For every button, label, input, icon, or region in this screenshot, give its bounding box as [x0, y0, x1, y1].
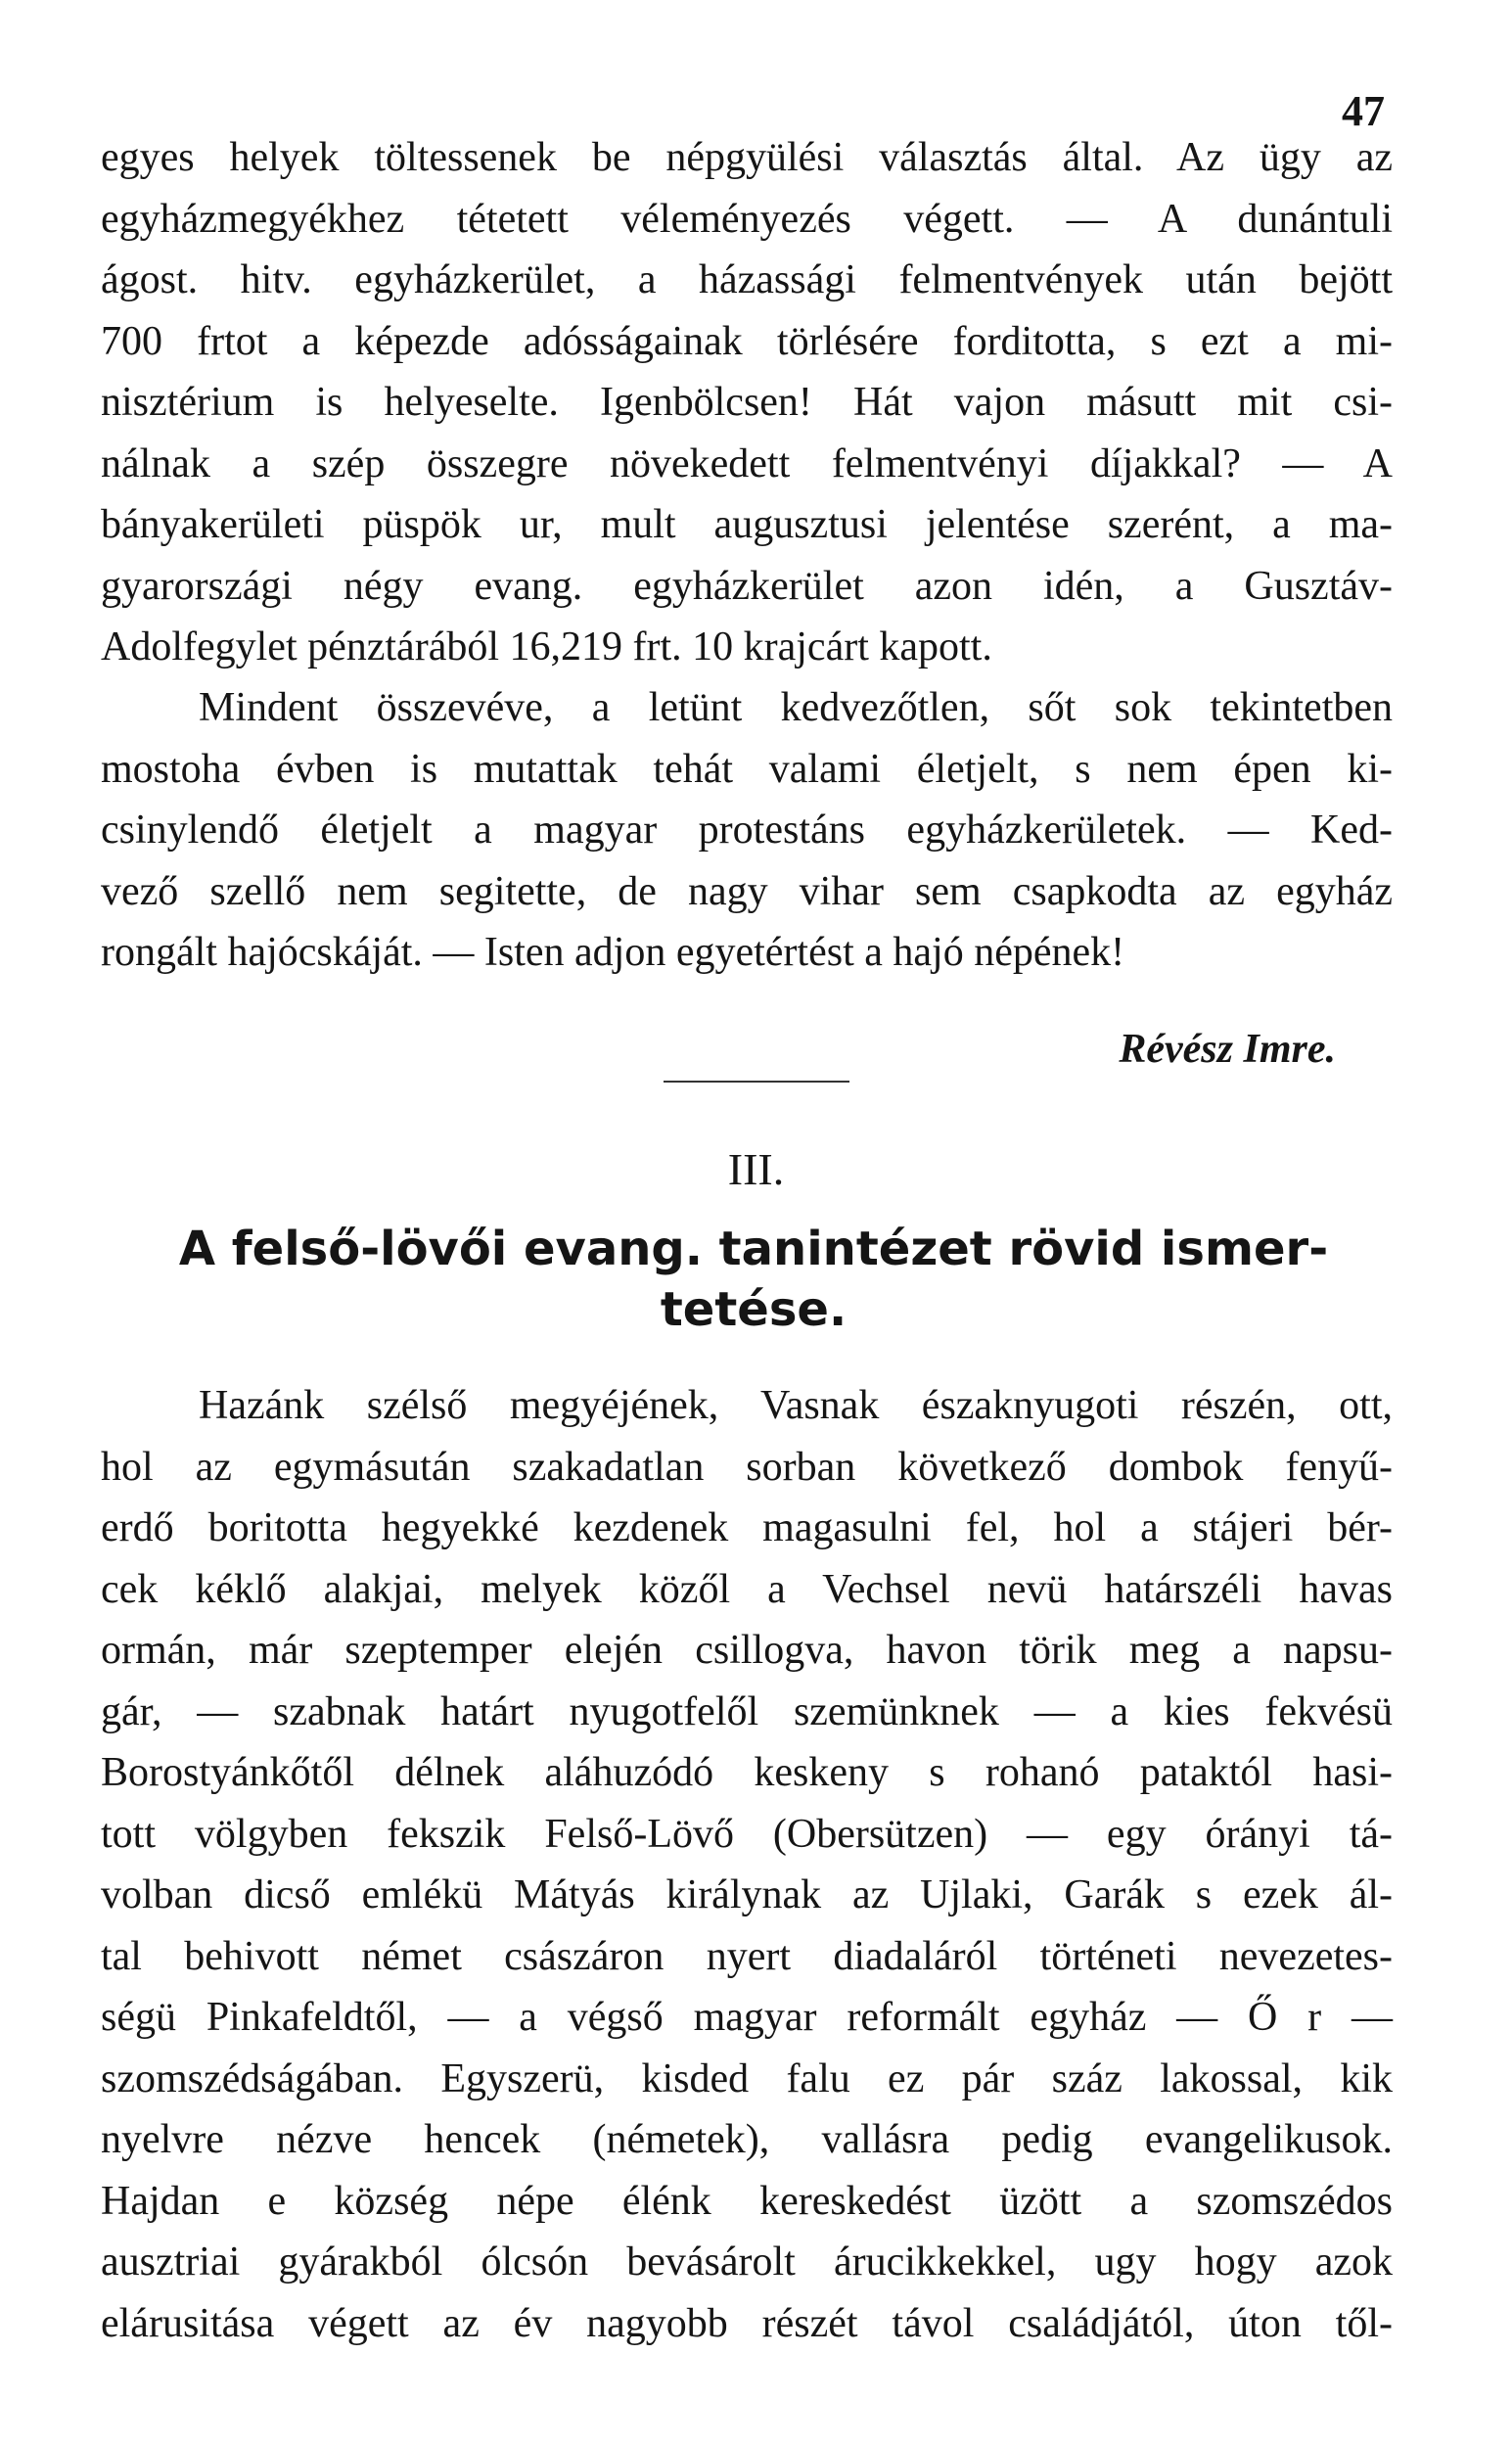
text-line: tott völgyben fekszik Felső-Lövő (Obersützen) — egy órányi tá- [101, 1811, 1393, 1857]
text-line: ágost. hitv. egyházkerület, a házassági felmentvények után bejött [101, 257, 1393, 302]
text-line: Hajdan e község népe élénk kereskedést üzött a szomszédos [101, 2178, 1393, 2224]
text-line: erdő boritotta hegyekké kezdenek magasulni fel, hol a stájeri bér- [101, 1505, 1393, 1550]
text-line: gyarországi négy evang. egyházkerület azon idén, a Gusztáv- [101, 563, 1393, 609]
text-line: csinylendő életjelt a magyar protestáns egyházkerületek. — Ked- [101, 808, 1393, 853]
text-line: elárusitása végett az év nagyobb részét távol családjától, úton től- [101, 2300, 1393, 2346]
page-number: 47 [1342, 87, 1385, 135]
text-line: hol az egymásután szakadatlan sorban következő dombok fenyű- [101, 1444, 1393, 1490]
text-line: gár, — szabnak határt nyugotfelől szemünknek — a kies fekvésü [101, 1688, 1393, 1734]
text-line: Mindent összevéve, a letünt kedvezőtlen, sőt sok tekintetben [199, 685, 1393, 730]
paragraph-1 [101, 127, 1393, 678]
text-line: mostoha évben is mutattak tehát valami életjelt, s nem épen ki- [101, 746, 1393, 792]
paragraph-3 [101, 1375, 1393, 2354]
text-line: szomszédságában. Egyszerü, kisded falu ez pár száz lakossal, kik [101, 2055, 1393, 2101]
text-line: Borostyánkőtől délnek aláhuzódó keskeny s rohanó pataktól hasi- [101, 1750, 1393, 1795]
text-line: bányakerületi püspök ur, mult augusztusi jelentése szerént, a ma- [101, 502, 1393, 547]
text-line: ormán, már szeptemper elején csillogva, havon törik meg a napsu- [101, 1628, 1393, 1673]
text-line: rongált hajócskáját. — Isten adjon egyetértést a hajó népének! [101, 930, 1125, 975]
text-line: Hazánk szélső megyéjének, Vasnak északnyugoti részén, ott, [199, 1383, 1393, 1428]
section-divider [664, 1081, 849, 1083]
text-line: vező szellő nem segitette, de nagy vihar sem csapkodta az egyház [101, 868, 1393, 914]
text-line: 700 frtot a képezde adósságainak törlésére forditotta, s ezt a mi- [101, 318, 1393, 364]
section-number: III. [727, 1144, 785, 1194]
paragraph-2 [101, 677, 1393, 984]
text-line: egyházmegyékhez tétetett véleményezés végett. — A dunántuli [101, 196, 1393, 242]
section-title-line: A felső-lövői evang. tanintézet rövid ismer- [178, 1222, 1329, 1276]
section-title [137, 1219, 1370, 1340]
text-line: tal behivott német császáron nyert diadaláról történeti nevezetes- [101, 1933, 1393, 1979]
author-signature: Révész Imre. [1119, 1027, 1336, 1072]
text-line: nálnak a szép összegre növekedett felmentvényi díjakkal? — A [101, 440, 1393, 486]
section-title-line: tetése. [660, 1282, 848, 1337]
text-line: cek kéklő alakjai, melyek közől a Vechsel nevü határszéli havas [101, 1566, 1393, 1612]
text-line: egyes helyek töltessenek be népgyülési választás által. Az ügy az [101, 135, 1393, 180]
text-line: ausztriai gyárakból ólcsón bevásárolt árucikkekkel, ugy hogy azok [101, 2239, 1393, 2285]
text-line: volban dicső emlékü Mátyás királynak az Ujlaki, Garák s ezek ál- [101, 1872, 1393, 1917]
text-line: ségü Pinkafeldtől, — a végső magyar reformált egyház — Ő r — [101, 1995, 1393, 2040]
text-line: nisztérium is helyeselte. Igenbölcsen! Hát vajon másutt mit csi- [101, 380, 1393, 425]
text-line: nyelvre nézve hencek (németek), vallásra pedig evangelikusok. [101, 2117, 1393, 2162]
text-line: Adolfegylet pénztárából 16,219 frt. 10 krajcárt kapott. [101, 624, 992, 669]
